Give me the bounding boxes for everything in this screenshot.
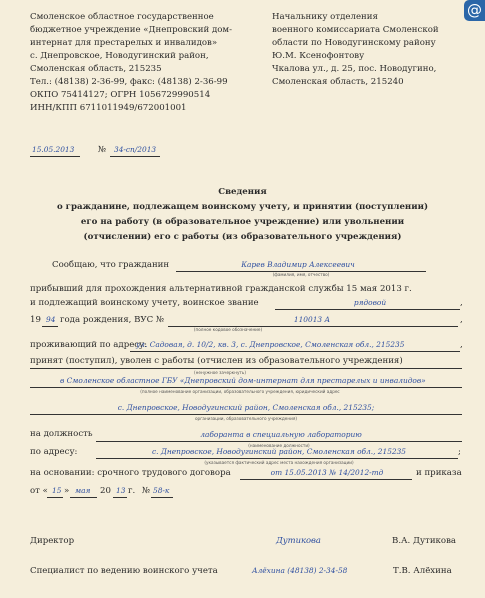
position-hint: (наименование должности) [248, 443, 310, 448]
sender-line: интернат для престарелых и инвалидов» [30, 38, 218, 48]
director-label: Директор [30, 536, 75, 546]
sender-line: Смоленское областное государственное [30, 12, 214, 22]
sender-line: ОКПО 75414127; ОГРН 1056729990514 [30, 90, 211, 100]
doc-number-label: № [98, 145, 107, 155]
position-value: лаборанта в специальную лабораторию [200, 430, 362, 439]
address-label: проживающий по адресу: [30, 340, 148, 350]
order-year: 13 [116, 486, 126, 495]
citizen-hint: (фамилия, имя, отчество) [272, 272, 330, 277]
specialist-name: Т.В. Алёхина [393, 566, 452, 576]
address2-hint: (указывается фактический адрес места нахождения организации) [204, 460, 354, 465]
recipient-line: Начальнику отделения [272, 12, 378, 22]
specialist-signature: Алёхина (48138) 2-34-58 [252, 566, 348, 575]
order-no-label: № [142, 486, 151, 496]
year-prefix: 19 [30, 315, 41, 325]
recipient-line: Смоленская область, 215240 [272, 77, 404, 87]
hired-hint: (ненужное зачеркнуть) [194, 370, 246, 375]
order-month: мая [75, 486, 91, 495]
basis-value: от 15.05.2013 № 14/2012-тд [270, 468, 384, 477]
recipient-line: области по Новодугинскому району [272, 38, 436, 48]
address2-label: по адресу: [30, 447, 78, 457]
sender-line: с. Днепровское, Новодугинский район, [30, 51, 209, 61]
from-label: от « [30, 486, 48, 496]
title-line: его на работу (в образовательное учреждение) или увольнении [80, 217, 405, 227]
order-day: 15 [52, 486, 62, 495]
sender-line: ИНН/КПП 6711011949/672001001 [30, 103, 187, 113]
title-line: о гражданине, подлежащем воинскому учету, и принятии (поступлении) [56, 202, 429, 212]
title-line: Сведения [218, 187, 267, 197]
director-name: В.А. Дутикова [392, 536, 457, 546]
org-hint: (полное наименование организации, образовательного учреждения, юридический адрес [140, 389, 340, 394]
director-signature: Дутикова [276, 535, 321, 545]
year-value: 94 [46, 315, 56, 324]
rank-value: рядовой [353, 298, 387, 307]
vus-value: 110013 А [293, 315, 331, 324]
rank-label: и подлежащий воинскому учету, воинское звание [30, 298, 259, 308]
address2-value: с. Днепровское, Новодугинский район, Смоленская обл., 215235 [151, 447, 407, 456]
title-line: (отчислении) его с работы (из образовательного учреждения) [83, 232, 402, 242]
doc-number: 34-сп/2013 [114, 145, 157, 154]
site-logo-icon: @ [464, 0, 485, 21]
org-value: в Смоленское областное ГБУ «Днепровский дом-интернат для престарелых и инвалидов» [60, 376, 426, 385]
sender-line: Смоленская область, 215235 [30, 64, 162, 74]
specialist-label: Специалист по ведению воинского учета [30, 566, 218, 576]
doc-date: 15.05.2013 [32, 145, 75, 154]
vus-hint: (полное кодовое обозначение) [193, 327, 263, 332]
year-label: года рождения, ВУС № [60, 315, 165, 325]
position-label: на должность [30, 429, 93, 439]
citizen-name: Карев Владимир Алексеевич [241, 260, 355, 269]
arrived-text: прибывший для прохождения альтернативной гражданской службы 15 мая 2013 г. [30, 284, 412, 294]
recipient-line: Чкалова ул., д. 25, пос. Новодугино, [272, 64, 437, 74]
order-no: 58-к [153, 486, 170, 495]
sender-line: Тел.: (48138) 2-36-99, факс: (48138) 2-36-99 [30, 77, 228, 87]
recipient-line: Ю.М. Ксенофонтову [272, 51, 365, 61]
basis-label: на основании: срочного трудового договора [30, 468, 231, 478]
sender-line: бюджетное учреждение «Днепровский дом- [30, 25, 233, 35]
org-address-hint: организации, образовательного учреждения) [195, 416, 297, 421]
recipient-line: военного комиссариата Смоленской [272, 25, 439, 35]
org-address-value: с. Днепровское, Новодугинский район, Смоленская обл., 215235; [117, 403, 375, 412]
inform-label: Сообщаю, что гражданин [52, 260, 170, 270]
hired-text: принят (поступил), уволен с работы (отчислен из образовательного учреждения) [30, 356, 403, 366]
address-value: ул. Садовая, д. 10/2, кв. 3, с. Днепровское, Смоленская обл., 215235 [136, 340, 405, 349]
basis-end: и приказа [416, 468, 462, 478]
